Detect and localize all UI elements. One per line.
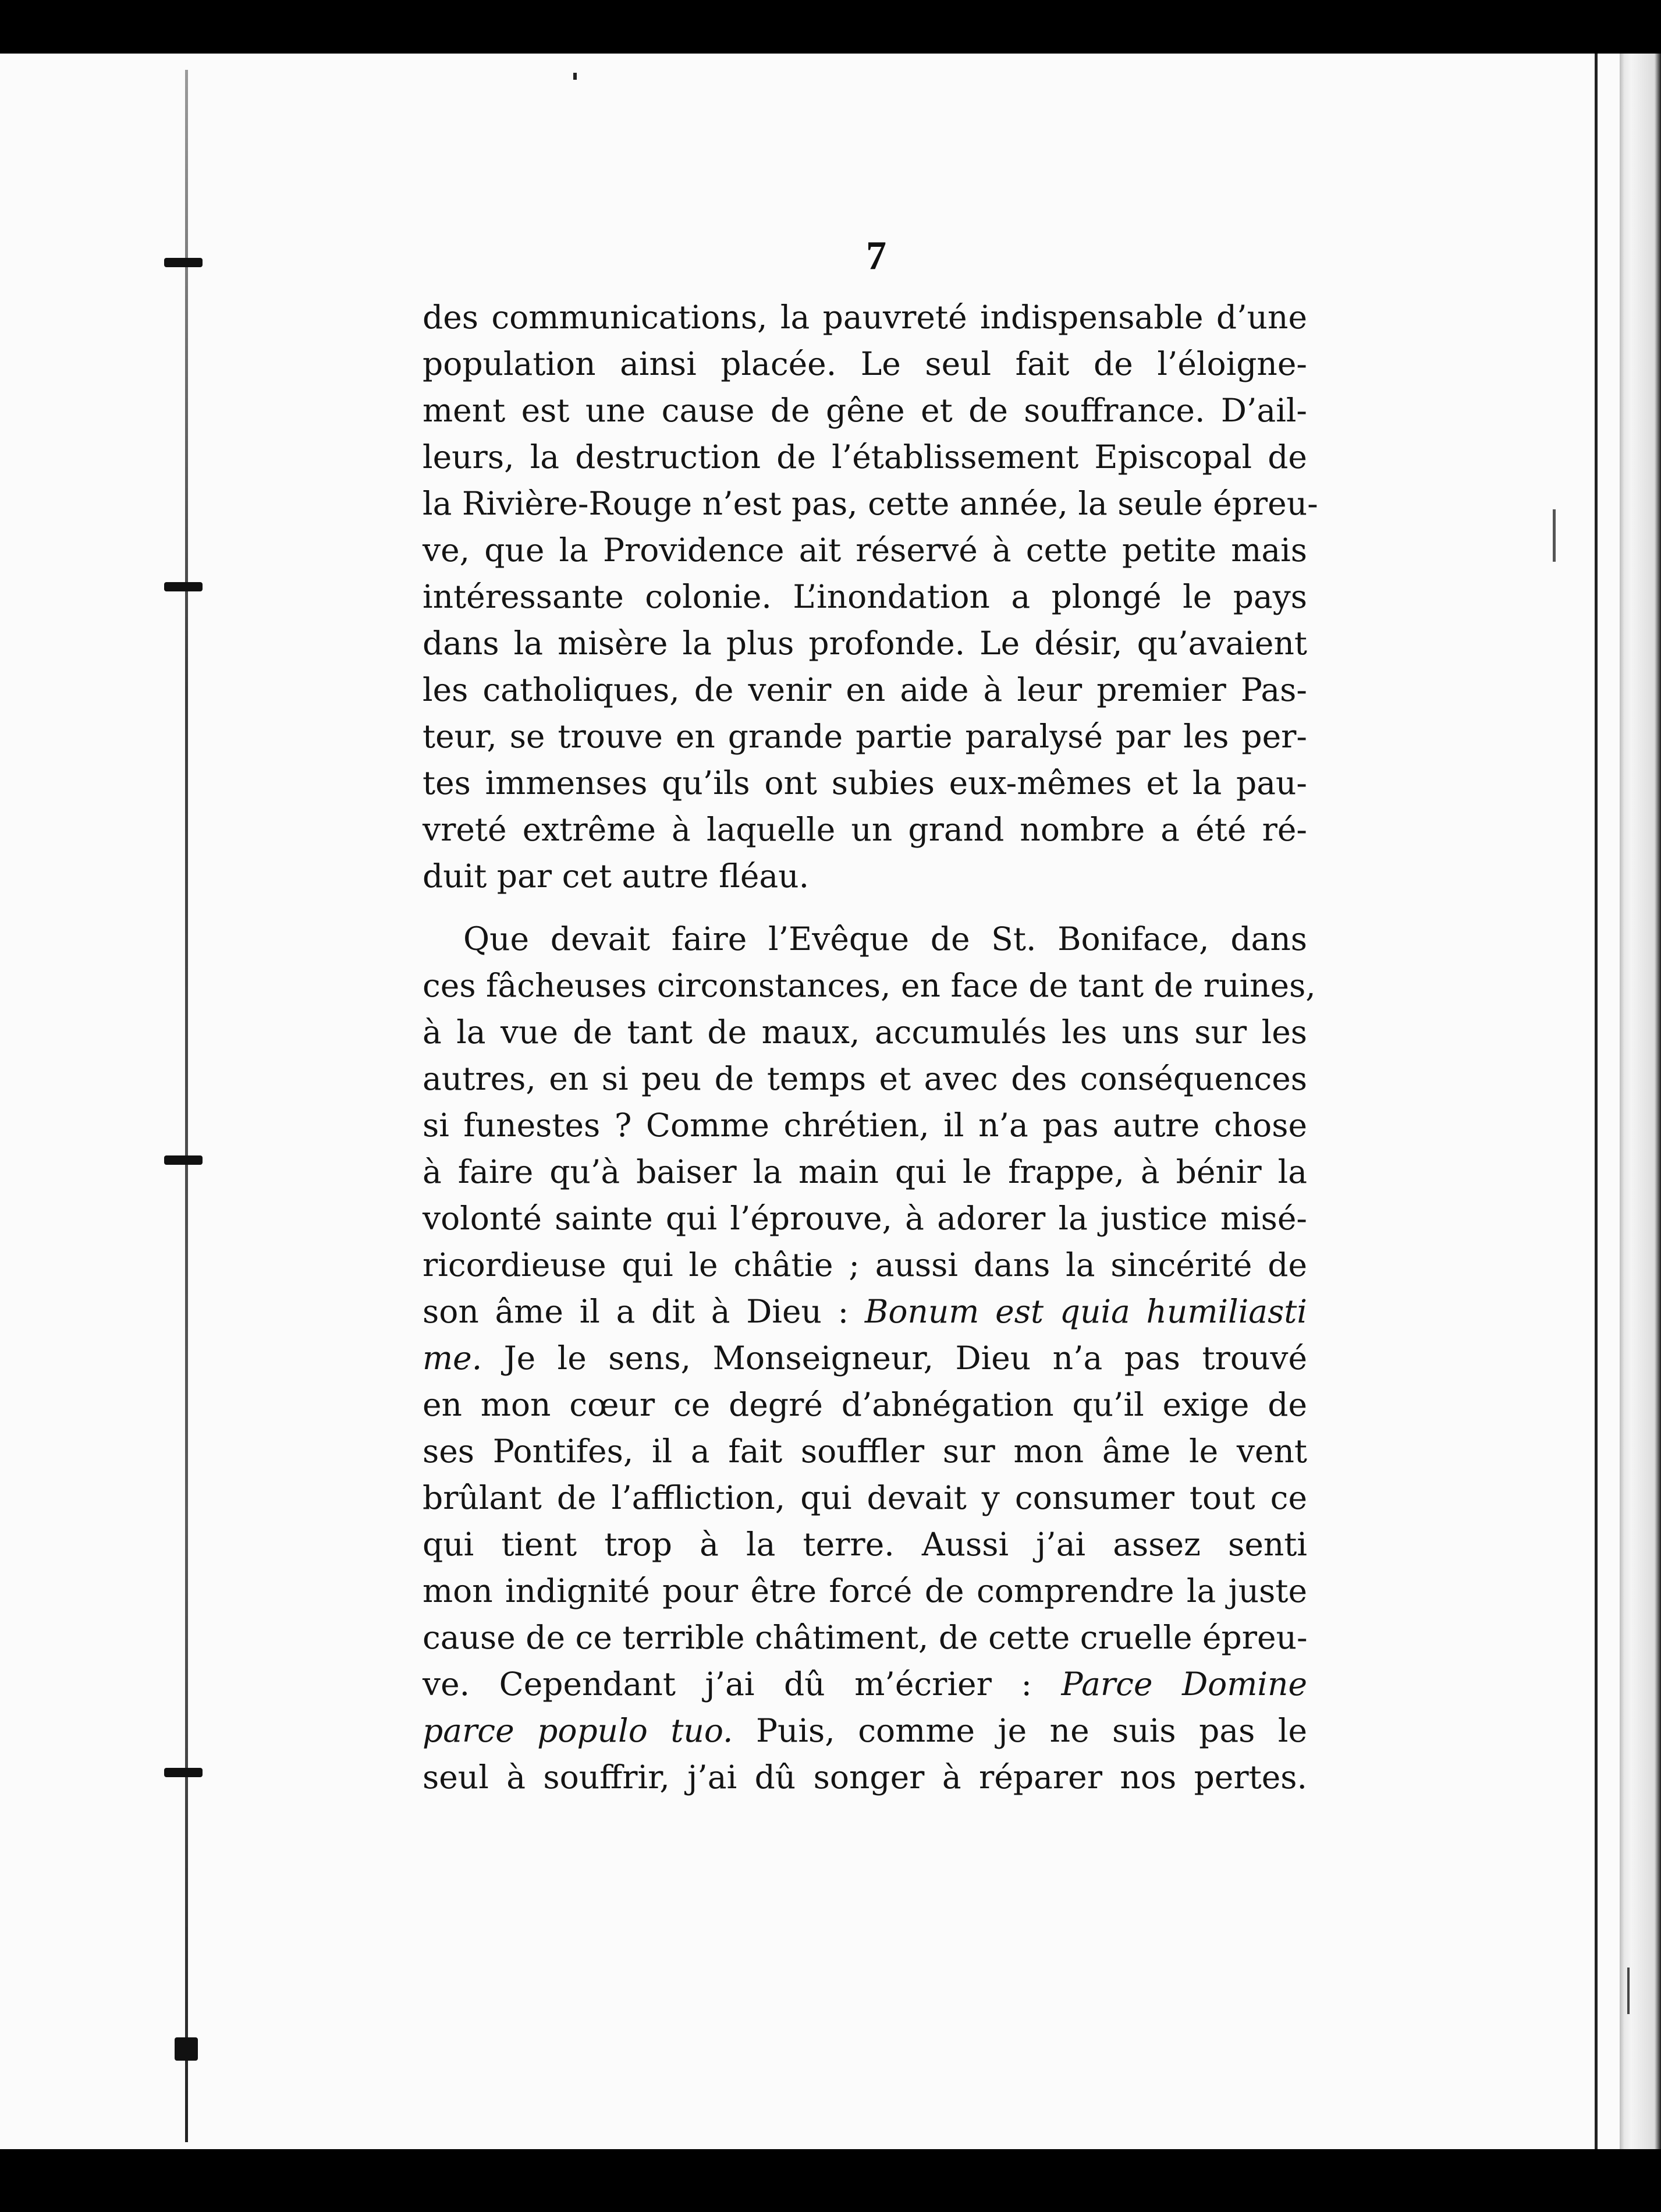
text-segment: ve. Cependant j’ai dû m’écrier :	[423, 1665, 1062, 1703]
latin-quote: Parce Domine	[1061, 1665, 1307, 1703]
scan-speck	[1627, 1968, 1630, 2014]
text-line: intéressante colonie. L’inondation a plongé le pays	[423, 578, 1307, 615]
text-line: duit par cet autre fléau.	[423, 857, 810, 895]
text-line: mon indignité pour être forcé de comprendre la juste	[423, 1572, 1307, 1610]
page-number: 7	[866, 233, 886, 278]
binding-stub	[164, 1155, 203, 1165]
text-line-mixed	[423, 1661, 1307, 1707]
text-line: ricordieuse qui le châtie ; aussi dans la sincérité de	[423, 1246, 1307, 1284]
latin-quote: Bonum est quia humiliasti	[864, 1293, 1307, 1330]
text-line: à la vue de tant de maux, accumulés les uns sur les	[423, 1013, 1307, 1051]
scan-speck	[573, 73, 577, 80]
text-line: seul à souffrir, j’ai dû songer à réparer nos pertes.	[423, 1759, 1307, 1796]
text-line: population ainsi placée. Le seul fait de l’éloigne-	[423, 345, 1307, 382]
text-line: vreté extrême à laquelle un grand nombre a été ré-	[423, 811, 1307, 848]
text-line: qui tient trop à la terre. Aussi j’ai assez senti	[423, 1526, 1307, 1563]
text-line: les catholiques, de venir en aide à leur premier Pas-	[423, 671, 1307, 708]
text-segment: Je le sens, Monseigneur, Dieu n’a pas trouvé	[482, 1339, 1307, 1377]
text-line: autres, en si peu de temps et avec des conséquences	[423, 1060, 1307, 1097]
text-line: ment est une cause de gêne et de souffrance. D’ail-	[423, 392, 1307, 429]
text-line-mixed	[423, 1707, 1307, 1754]
page-right-edge	[1620, 54, 1661, 2149]
text-line: tes immenses qu’ils ont subies eux-mêmes et la pau-	[423, 764, 1307, 802]
text-line-mixed	[423, 1335, 1307, 1381]
text-line: Que devait faire l’Evêque de St. Boniface, dans	[463, 920, 1307, 958]
page-right-border	[1595, 54, 1598, 2149]
text-line: ces fâcheuses circonstances, en face de tant de ruines,	[423, 967, 1316, 1004]
text-line: leurs, la destruction de l’établissement Episcopal de	[423, 438, 1307, 476]
text-line: teur, se trouve en grande partie paralysé par les per-	[423, 718, 1307, 755]
text-line: si funestes ? Comme chrétien, il n’a pas autre chose	[423, 1107, 1307, 1144]
binding-stub	[164, 582, 203, 591]
body-text	[423, 294, 1318, 1800]
text-line: ses Pontifes, il a fait souffler sur mon âme le vent	[423, 1433, 1307, 1470]
text-line: en mon cœur ce degré d’abnégation qu’il exige de	[423, 1386, 1307, 1423]
latin-quote: parce populo tuo.	[423, 1712, 733, 1749]
text-line-mixed	[423, 1288, 1307, 1335]
text-line: des communications, la pauvreté indispensable d’une	[423, 299, 1307, 336]
text-segment: son âme il a dit à Dieu :	[423, 1293, 865, 1330]
text-line: volonté sainte qui l’éprouve, à adorer la justice misé-	[423, 1200, 1307, 1237]
text-segment: Puis, comme je ne suis pas le	[733, 1712, 1307, 1749]
text-line: cause de ce terrible châtiment, de cette cruelle épreu-	[423, 1619, 1308, 1656]
scan-speck	[1553, 509, 1556, 562]
binding-stub	[164, 1768, 203, 1777]
latin-quote: me.	[423, 1339, 482, 1377]
text-line: ve, que la Providence ait réservé à cette petite mais	[423, 531, 1307, 569]
paragraph-gap	[423, 899, 1307, 916]
text-line: brûlant de l’affliction, qui devait y consumer tout ce	[423, 1479, 1307, 1516]
binding-line	[185, 70, 188, 2142]
binding-stub	[164, 258, 203, 267]
text-line: la Rivière-Rouge n’est pas, cette année, la seule épreu-	[423, 485, 1318, 522]
text-line: dans la misère la plus profonde. Le désir, qu’avaient	[423, 625, 1307, 662]
binding-stub	[175, 2037, 198, 2061]
text-line: à faire qu’à baiser la main qui le frappe, à bénir la	[423, 1153, 1307, 1190]
